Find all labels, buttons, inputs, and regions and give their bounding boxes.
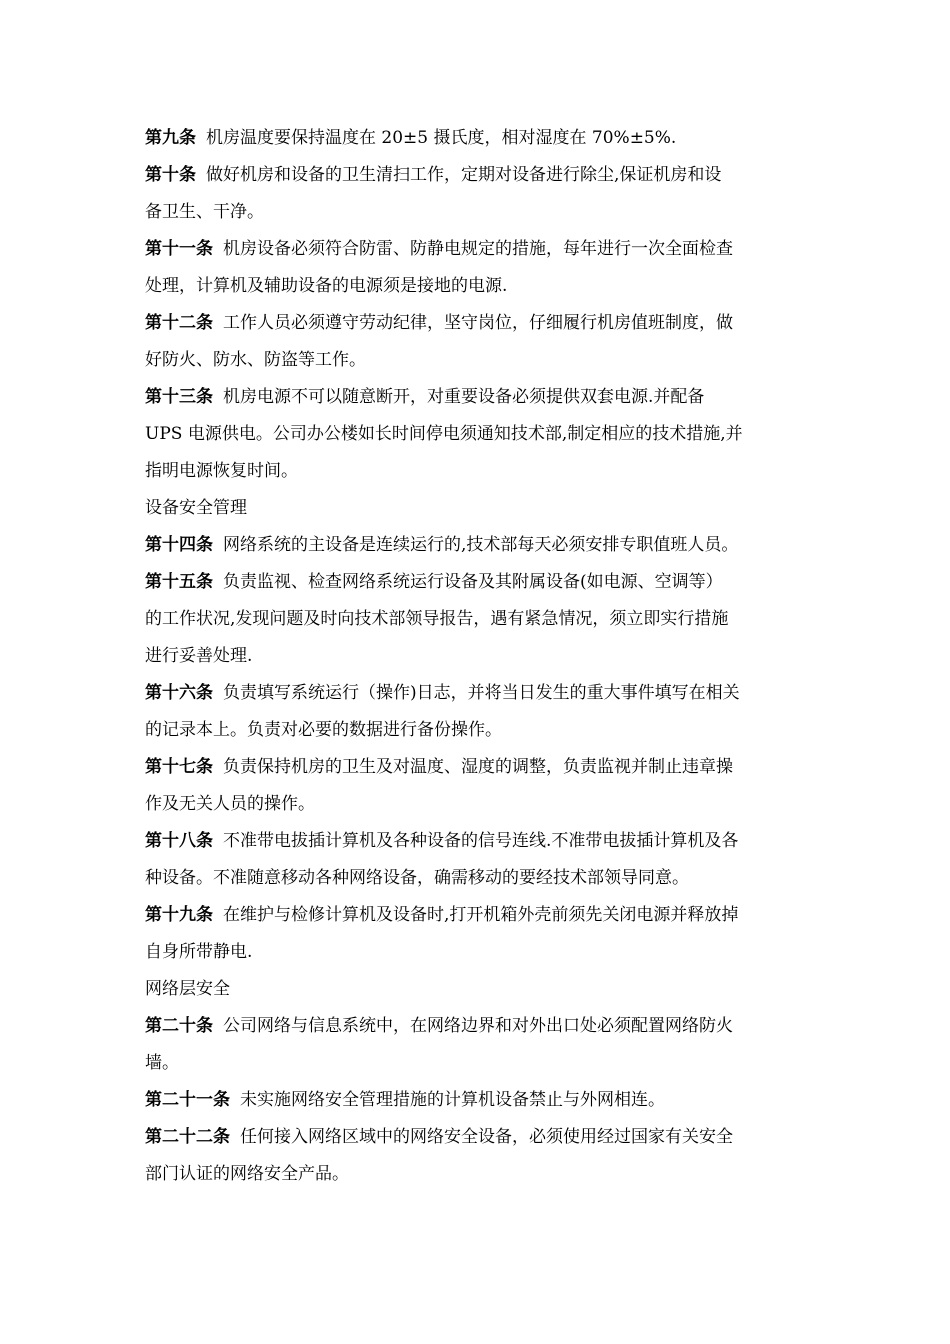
section-heading-network-security: 网络层安全 <box>145 979 230 999</box>
article-12-continued: 好防火、防水、防盗等工作。 <box>145 350 366 370</box>
article-number: 第十八条 <box>145 831 213 851</box>
article-text: 机房设备必须符合防雷、防静电规定的措施，每年进行一次全面检查 <box>223 239 733 259</box>
article-number: 第二十条 <box>145 1016 213 1036</box>
article-22 <box>145 1119 810 1156</box>
article-12 <box>145 305 810 342</box>
article-22-continued: 部门认证的网络安全产品。 <box>145 1164 349 1184</box>
article-11-continued: 处理，计算机及辅助设备的电源须是接地的电源. <box>145 276 508 296</box>
article-text: 网络系统的主设备是连续运行的,技术部每天必须安排专职值班人员。 <box>223 535 739 555</box>
article-17-continued: 作及无关人员的操作。 <box>145 794 315 814</box>
article-13 <box>145 379 810 416</box>
article-18-continued: 种设备。不准随意移动各种网络设备，确需移动的要经技术部领导同意。 <box>145 868 689 888</box>
article-number: 第十一条 <box>145 239 213 259</box>
article-16-continued: 的记录本上。负责对必要的数据进行备份操作。 <box>145 720 502 740</box>
article-text: 公司网络与信息系统中，在网络边界和对外出口处必须配置网络防火 <box>223 1016 733 1036</box>
article-20 <box>145 1008 810 1045</box>
article-text: 在维护与检修计算机及设备时,打开机箱外壳前须先关闭电源并释放掉 <box>223 905 739 925</box>
article-number: 第十三条 <box>145 387 213 407</box>
article-number: 第十七条 <box>145 757 213 777</box>
article-number: 第十四条 <box>145 535 213 555</box>
article-21 <box>145 1082 810 1119</box>
article-number: 第十六条 <box>145 683 213 703</box>
article-text: 负责填写系统运行（操作)日志，并将当日发生的重大事件填写在相关 <box>223 683 740 703</box>
article-19 <box>145 897 810 934</box>
article-15-continued: 的工作状况,发现问题及时向技术部领导报告，遇有紧急情况，须立即实行措施 <box>145 609 729 629</box>
article-text: 未实施网络安全管理措施的计算机设备禁止与外网相连。 <box>240 1090 665 1110</box>
article-20-continued: 墙。 <box>145 1053 179 1073</box>
article-15 <box>145 564 810 601</box>
article-13-continued: 指明电源恢复时间。 <box>145 461 298 481</box>
article-number: 第十五条 <box>145 572 213 592</box>
article-14 <box>145 527 810 564</box>
article-text: 机房温度要保持温度在 20±5 摄氏度，相对湿度在 70%±5%. <box>206 128 677 148</box>
article-number: 第十条 <box>145 165 196 185</box>
article-number: 第二十二条 <box>145 1127 230 1147</box>
article-number: 第九条 <box>145 128 196 148</box>
article-11 <box>145 231 810 268</box>
article-text: 负责保持机房的卫生及对温度、湿度的调整，负责监视并制止违章操 <box>223 757 733 777</box>
article-16 <box>145 675 810 712</box>
document-page <box>145 120 810 1193</box>
article-text: 负责监视、检查网络系统运行设备及其附属设备(如电源、空调等） <box>223 572 723 592</box>
article-10 <box>145 157 810 194</box>
article-number: 第十九条 <box>145 905 213 925</box>
article-18 <box>145 823 810 860</box>
article-text: 机房电源不可以随意断开，对重要设备必须提供双套电源.并配备 <box>223 387 705 407</box>
article-9 <box>145 120 810 157</box>
article-text: 工作人员必须遵守劳动纪律，坚守岗位，仔细履行机房值班制度，做 <box>223 313 733 333</box>
article-text: 任何接入网络区域中的网络安全设备，必须使用经过国家有关安全 <box>240 1127 733 1147</box>
article-13-continued: UPS 电源供电。公司办公楼如长时间停电须通知技术部,制定相应的技术措施,并 <box>145 424 743 444</box>
article-15-continued: 进行妥善处理. <box>145 646 253 666</box>
article-number: 第二十一条 <box>145 1090 230 1110</box>
section-heading-device-security: 设备安全管理 <box>145 498 247 518</box>
article-19-continued: 自身所带静电. <box>145 942 253 962</box>
article-17 <box>145 749 810 786</box>
article-number: 第十二条 <box>145 313 213 333</box>
article-text: 不准带电拔插计算机及各种设备的信号连线.不准带电拔插计算机及各 <box>223 831 739 851</box>
article-text: 做好机房和设备的卫生清扫工作，定期对设备进行除尘,保证机房和设 <box>206 165 722 185</box>
article-10-continued: 备卫生、干净。 <box>145 202 264 222</box>
